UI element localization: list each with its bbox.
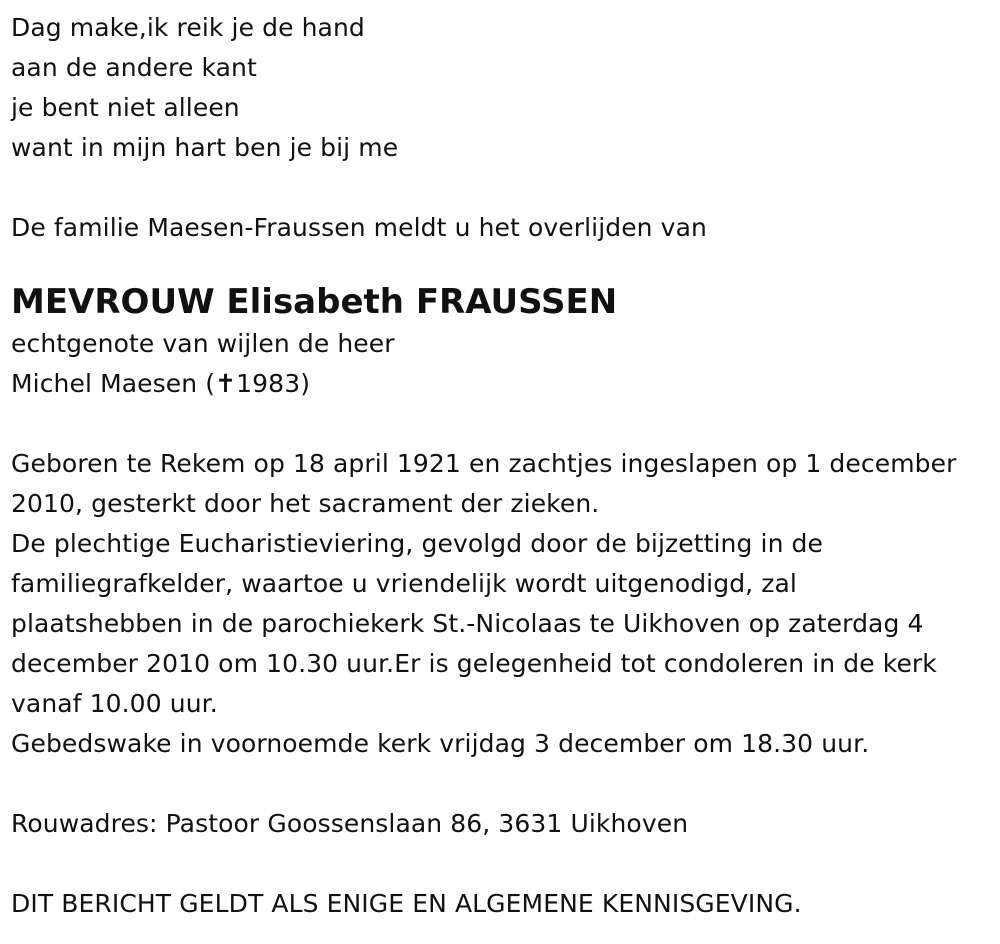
details-line: 2010, gesterkt door het sacrament der zieken. (11, 489, 600, 518)
obituary-notice (11, 8, 991, 924)
spacer (11, 404, 991, 444)
closing-notice: DIT BERICHT GELDT ALS ENIGE EN ALGEMENE KENNISGEVING. (11, 889, 802, 918)
details-line: De plechtige Eucharistieviering, gevolgd door de bijzetting in de (11, 529, 824, 558)
spouse-name-prefix: Michel Maesen ( (11, 369, 216, 398)
details-line: vanaf 10.00 uur. (11, 689, 218, 718)
poem-line: aan de andere kant (11, 53, 257, 82)
details-paragraph (11, 444, 991, 764)
details-line: december 2010 om 10.30 uur.Er is gelegenheid tot condoleren in de kerk (11, 649, 937, 678)
poem (11, 8, 991, 168)
poem-line: Dag make,ik reik je de hand (11, 13, 365, 42)
details-line: familiegrafkelder, waartoe u vriendelijk wordt uitgenodigd, zal (11, 569, 797, 598)
mourning-address: Rouwadres: Pastoor Goossenslaan 86, 3631 Uikhoven (11, 809, 689, 838)
spacer (11, 168, 991, 208)
details-line: Geboren te Rekem op 18 april 1921 en zachtjes ingeslapen op 1 december (11, 449, 957, 478)
deceased-name: MEVROUW Elisabeth FRAUSSEN (11, 282, 618, 322)
spouse-line: echtgenote van wijlen de heer (11, 329, 395, 358)
details-line: plaatshebben in de parochiekerk St.-Nicolaas te Uikhoven op zaterdag 4 (11, 609, 924, 638)
announcement-text: De familie Maesen-Fraussen meldt u het overlijden van (11, 213, 707, 242)
poem-line: want in mijn hart ben je bij me (11, 133, 399, 162)
details-line: Gebedswake in voornoemde kerk vrijdag 3 december om 18.30 uur. (11, 729, 870, 758)
spacer (11, 844, 991, 884)
spacer (11, 764, 991, 804)
poem-line: je bent niet alleen (11, 93, 240, 122)
spouse-name (11, 364, 991, 404)
cross-icon: ✝ (215, 369, 237, 398)
spouse-name-suffix: 1983) (236, 369, 311, 398)
